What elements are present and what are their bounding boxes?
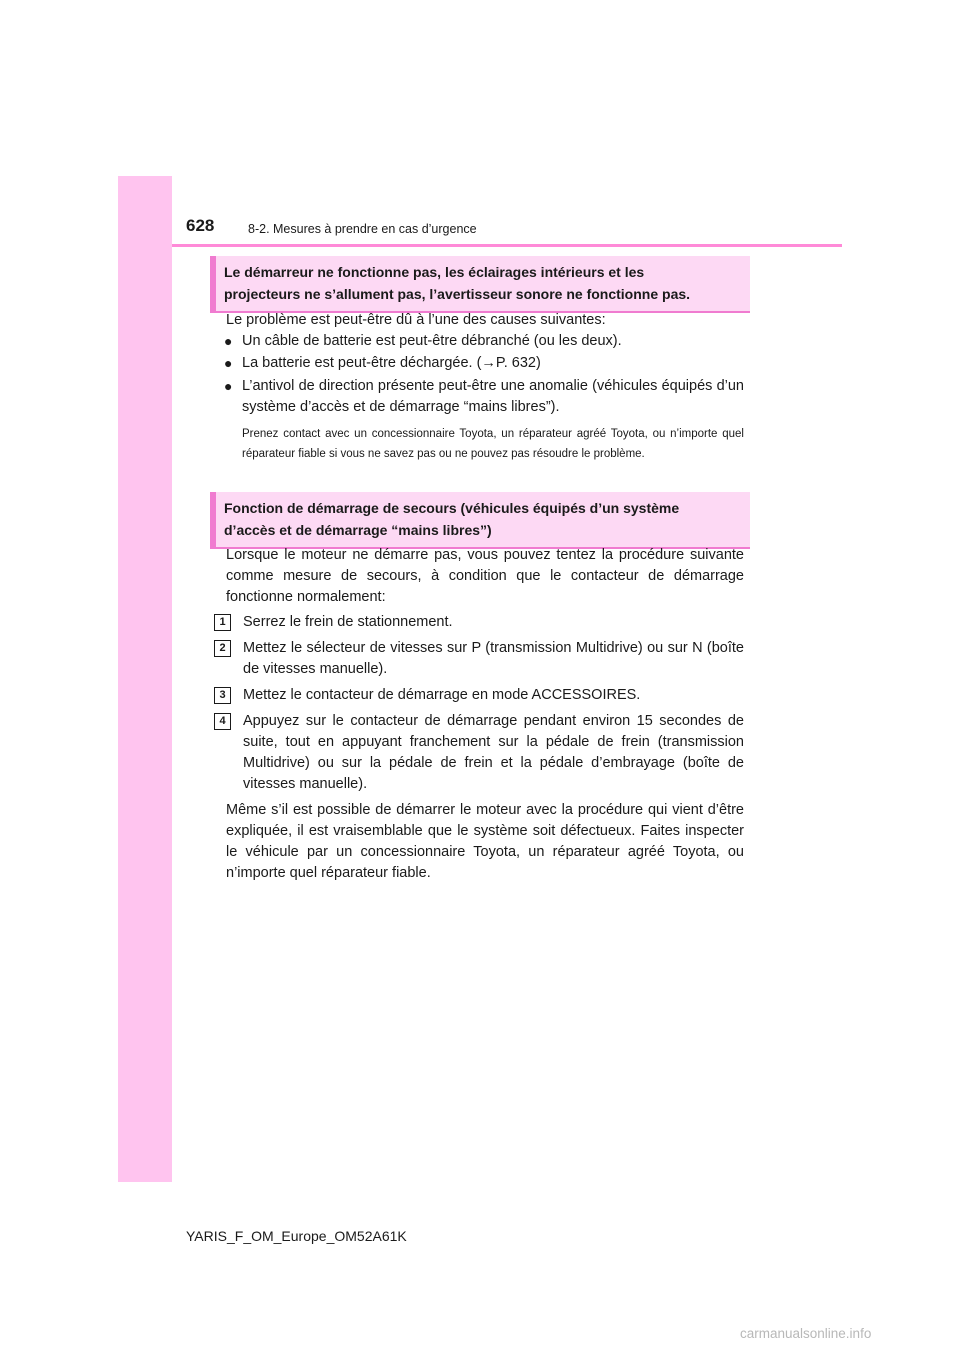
step-item	[214, 638, 744, 680]
list-item-text: Un câble de batterie est peut-être débranché (ou les deux).	[242, 333, 622, 349]
step-item	[214, 612, 744, 633]
bullet-icon: ●	[224, 355, 233, 371]
side-tab-bar	[118, 176, 172, 1182]
note-paragraph: Prenez contact avec un concessionnaire Toyota, un réparateur agréé Toyota, ou n’importe quel réparateur fiable si vous ne savez pas ou ne pouvez pas résoudre le problème.	[242, 428, 744, 460]
list-item	[224, 353, 744, 374]
list-item-text: La batterie est peut-être déchargée. (→P. 632)	[242, 355, 541, 371]
heading-line: Le démarreur ne fonctionne pas, les éclairages intérieurs et les	[224, 264, 645, 280]
step-number: 1	[214, 614, 231, 631]
procedure-intro: Lorsque le moteur ne démarre pas, vous pouvez tentez la procédure suivante comme mesure de secours, à condition que le contacteur de démarrage fonctionne normalement:	[226, 547, 744, 605]
document-code: YARIS_F_OM_Europe_OM52A61K	[186, 1228, 407, 1244]
bullet-icon: ●	[224, 378, 233, 394]
heading-emergency-start	[210, 492, 750, 549]
intro-paragraph: Le problème est peut-être dû à l’une des causes suivantes:	[226, 312, 606, 328]
step-number: 3	[214, 687, 231, 704]
section-title: 8-2. Mesures à prendre en cas d’urgence	[248, 222, 477, 236]
step-item	[214, 685, 744, 706]
closing-paragraph: Même s’il est possible de démarrer le moteur avec la procédure qui vient d’être expliquée, il est vraisemblable que le système soit défectueux. Faites inspecter le véhicule par un concessionnaire Toyota, un réparateur agréé Toyota, ou n’importe quel réparateur fiable.	[226, 802, 744, 881]
header-divider	[172, 244, 842, 247]
list-item	[224, 376, 744, 418]
list-item-text: L’antivol de direction présente peut-être une anomalie (véhicules équipés d’un système d’accès et de démarrage “mains libres”).	[242, 378, 744, 415]
heading-line: d’accès et de démarrage “mains libres”)	[224, 522, 492, 538]
heading-line: projecteurs ne s’allument pas, l’avertisseur sonore ne fonctionne pas.	[224, 286, 691, 302]
step-text: Appuyez sur le contacteur de démarrage pendant environ 15 secondes de suite, tout en appuyant franchement sur la pédale de frein (transmission Multidrive) ou sur la pédale de frein et la pédale d’embrayage (boîte de vitesses manuelle).	[243, 713, 744, 792]
step-number: 4	[214, 713, 231, 730]
step-text: Mettez le sélecteur de vitesses sur P (transmission Multidrive) ou sur N (boîte de vitesses manuelle).	[243, 640, 744, 677]
bullet-icon: ●	[224, 333, 233, 349]
step-number: 2	[214, 640, 231, 657]
step-text: Mettez le contacteur de démarrage en mode ACCESSOIRES.	[243, 687, 641, 703]
list-item	[224, 331, 744, 352]
heading-starter-no-function	[210, 256, 750, 313]
watermark: carmanualsonline.info	[740, 1326, 872, 1341]
step-text: Serrez le frein de stationnement.	[243, 614, 453, 630]
heading-line: Fonction de démarrage de secours (véhicules équipés d’un système	[224, 500, 680, 516]
step-item	[214, 711, 744, 795]
page-number: 628	[186, 216, 215, 235]
